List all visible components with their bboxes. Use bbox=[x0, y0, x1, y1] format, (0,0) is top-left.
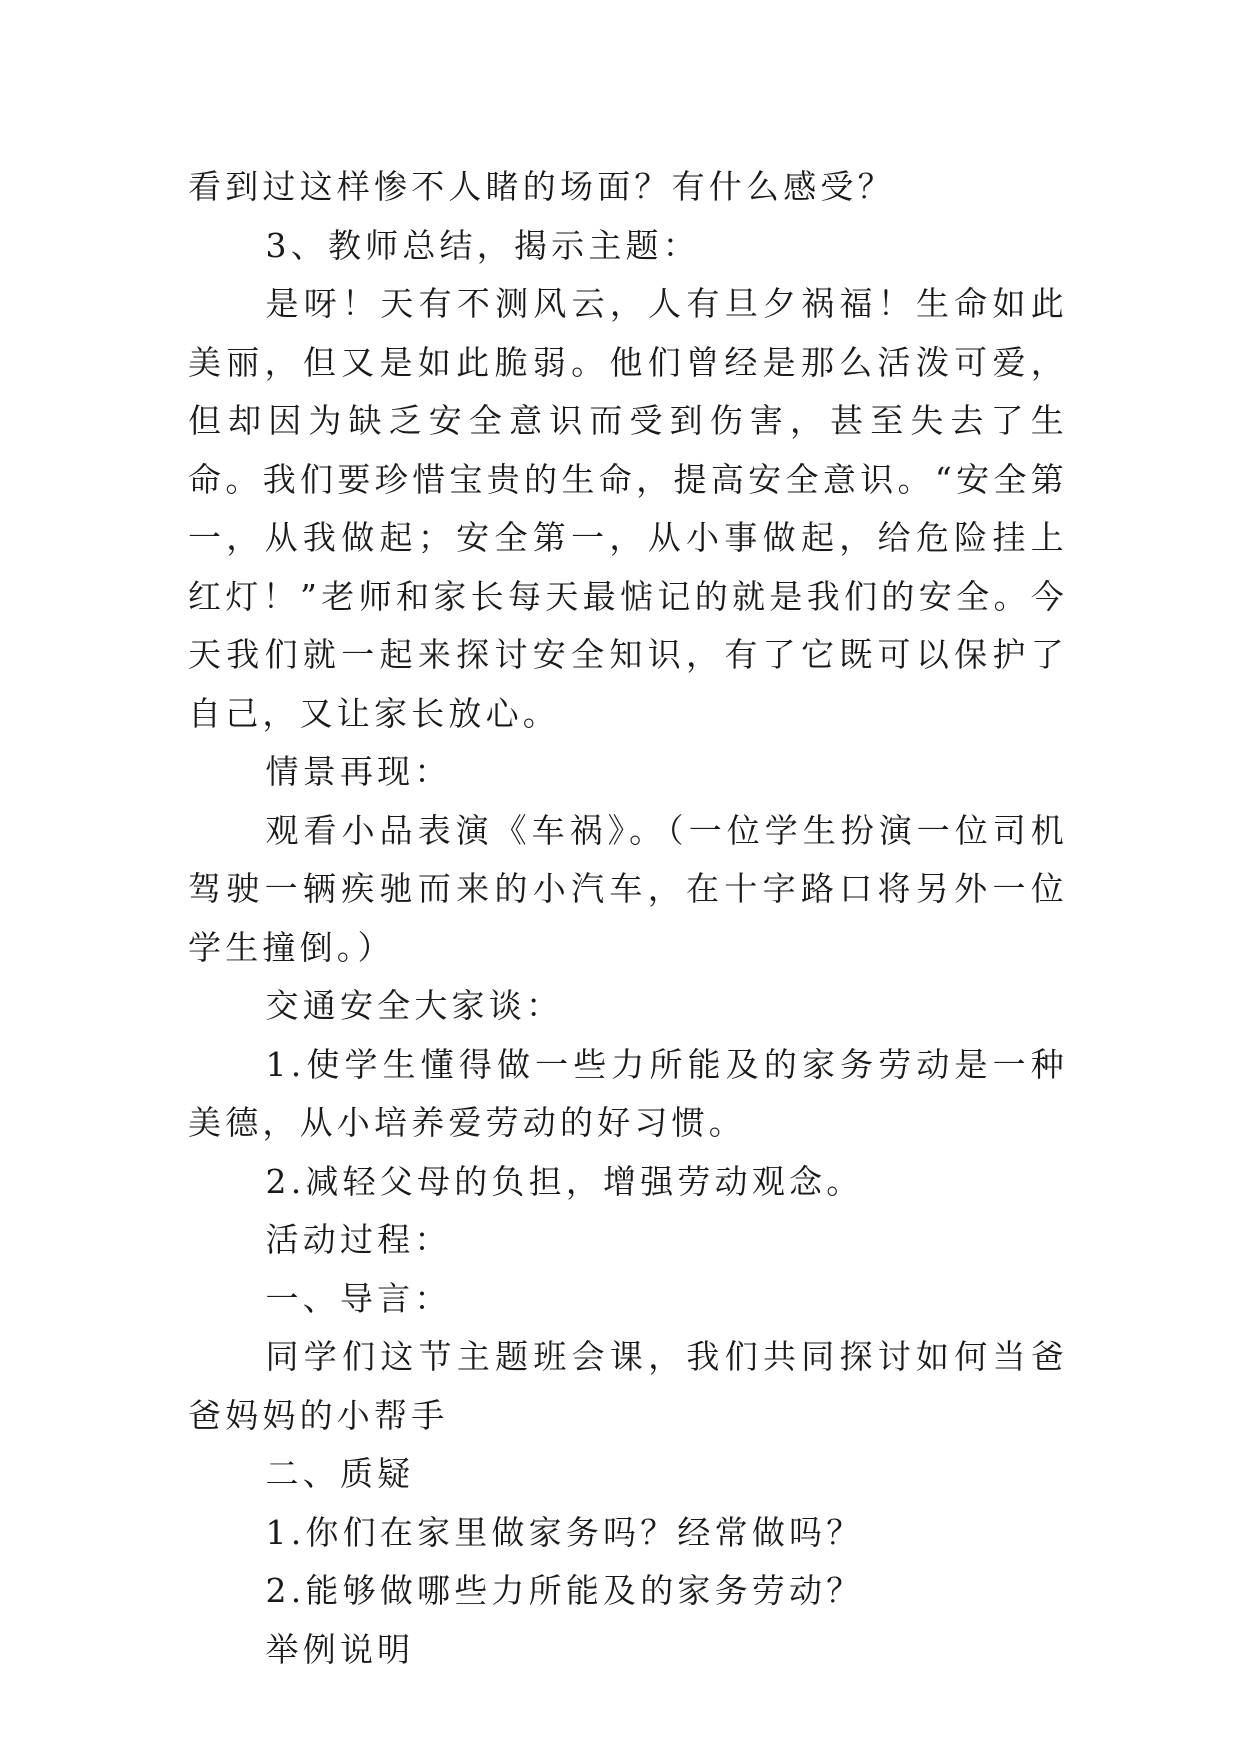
paragraph-4: 情景再现： bbox=[265, 752, 452, 791]
document-body bbox=[188, 158, 1068, 1679]
paragraph-6: 交通安全大家谈： bbox=[265, 986, 564, 1025]
paragraph-5: 观看小品表演《车祸》。（一位学生扮演一位司机驾驶一辆疾驰而来的小汽车，在十字路口将另外一位学生撞倒。） bbox=[188, 810, 1068, 967]
paragraph-14: 2.能够做哪些力所能及的家务劳动？ bbox=[265, 1571, 864, 1610]
paragraph-1: 看到过这样惨不人睹的场面？有什么感受？ bbox=[188, 167, 895, 206]
paragraph-8: 2.减轻父母的负担，增强劳动观念。 bbox=[265, 1161, 864, 1201]
paragraph-2: 3、教师总结，揭示主题： bbox=[265, 225, 700, 265]
paragraph-11: 同学们这节主题班会课，我们共同探讨如何当爸爸妈妈的小帮手 bbox=[188, 1337, 1068, 1435]
paragraph-13: 1.你们在家里做家务吗？经常做吗？ bbox=[265, 1512, 864, 1552]
paragraph-12: 二、质疑 bbox=[265, 1454, 415, 1493]
paragraph-7: 1.使学生懂得做一些力所能及的家务劳动是一种美德，从小培养爱劳动的好习惯。 bbox=[188, 1044, 1068, 1142]
paragraph-15: 举例说明 bbox=[265, 1629, 415, 1669]
paragraph-3: 是呀！天有不测风云，人有旦夕祸福！生命如此美丽，但又是如此脆弱。他们曾经是那么活泼可爱，但却因为缺乏安全意识而受到伤害，甚至失去了生命。我们要珍惜宝贵的生命，提高安全意识。“安全第一，从我做起；安全第一，从小事做起，给危险挂上红灯！”老师和家长每天最惦记的就是我们的安全。今天我们就一起来探讨安全知识，有了它既可以保护了自己，又让家长放心。 bbox=[188, 284, 1068, 733]
paragraph-10: 一、导言： bbox=[265, 1278, 452, 1318]
paragraph-9: 活动过程： bbox=[265, 1220, 452, 1259]
